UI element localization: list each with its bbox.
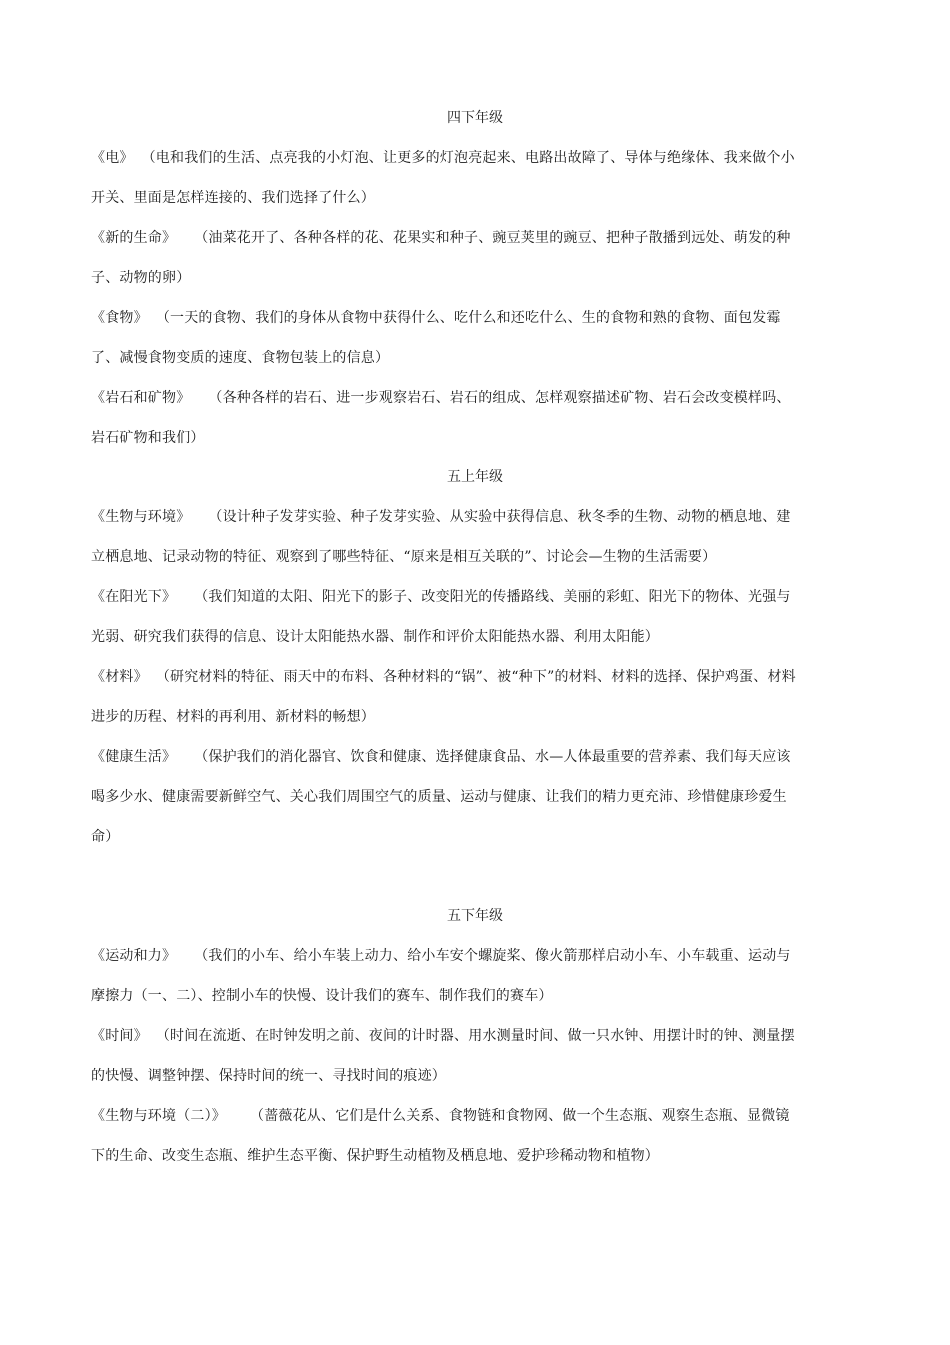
unit-paragraph (91, 378, 801, 458)
unit-paragraph (91, 936, 801, 1016)
unit-title: 《运动和力》 (91, 948, 177, 964)
unit-content: （油菜花开了、各种各样的花、花果实和种子、豌豆荚里的豌豆、把种子散播到远处、萌发的种子、动物的卵） (91, 230, 791, 286)
unit-title: 《岩石和矿物》 (91, 390, 191, 406)
unit-content: （一天的食物、我们的身体从食物中获得什么、吃什么和还吃什么、生的食物和熟的食物、面包发霉了、减慢食物变质的速度、食物包装上的信息） (91, 310, 781, 366)
unit-paragraph (91, 497, 801, 577)
unit-title: 《电》 (91, 150, 134, 166)
unit-title: 《材料》 (91, 669, 148, 685)
unit-paragraph (91, 218, 801, 298)
unit-content: （我们知道的太阳、阳光下的影子、改变阳光的传播路线、美丽的彩虹、阳光下的物体、光强与光弱、研究我们获得的信息、设计太阳能热水器、制作和评价太阳能热水器、利用太阳能） (91, 589, 791, 645)
unit-paragraph (91, 657, 801, 737)
unit-content: （保护我们的消化器官、饮食和健康、选择健康食品、水—人体最重要的营养素、我们每天应该喝多少水、健康需要新鲜空气、关心我们周围空气的质量、运动与健康、让我们的精力更充沛、珍惜健康珍爱生命） (91, 749, 791, 845)
unit-title: 《生物与环境》 (91, 509, 191, 525)
unit-content: （电和我们的生活、点亮我的小灯泡、让更多的灯泡亮起来、电路出故障了、导体与绝缘体、我来做个小开关、里面是怎样连接的、我们选择了什么） (91, 150, 795, 206)
unit-paragraph (91, 138, 801, 218)
unit-content: （设计种子发芽实验、种子发芽实验、从实验中获得信息、秋冬季的生物、动物的栖息地、建立栖息地、记录动物的特征、观察到了哪些特征、“原来是相互关联的”、讨论会—生物的生活需要） (91, 509, 791, 565)
unit-title: 《在阳光下》 (91, 589, 177, 605)
unit-title: 《食物》 (91, 310, 148, 326)
unit-title: 《时间》 (91, 1028, 148, 1044)
unit-title: 《健康生活》 (91, 749, 177, 765)
unit-title: 《生物与环境（二）》 (91, 1108, 226, 1124)
section-heading: 四下年级 (447, 110, 503, 126)
section-heading: 五下年级 (447, 908, 503, 924)
unit-content: （各种各样的岩石、进一步观察岩石、岩石的组成、怎样观察描述矿物、岩石会改变模样吗、岩石矿物和我们） (91, 390, 791, 446)
unit-content: （时间在流逝、在时钟发明之前、夜间的计时器、用水测量时间、做一只水钟、用摆计时的钟、测量摆的快慢、调整钟摆、保持时间的统一、寻找时间的痕迹） (91, 1028, 795, 1084)
unit-paragraph (91, 1096, 801, 1176)
unit-content: （蔷薇花从、它们是什么关系、食物链和食物网、做一个生态瓶、观察生态瓶、显微镜下的生命、改变生态瓶、维护生态平衡、保护野生动植物及栖息地、爱护珍稀动物和植物） (91, 1108, 790, 1164)
unit-title: 《新的生命》 (91, 230, 177, 246)
section-heading: 五上年级 (447, 469, 503, 485)
unit-paragraph (91, 298, 801, 378)
unit-content: （我们的小车、给小车装上动力、给小车安个螺旋桨、像火箭那样启动小车、小车载重、运动与摩擦力（一、二）、控制小车的快慢、设计我们的赛车、制作我们的赛车） (91, 948, 791, 1004)
unit-paragraph (91, 737, 801, 857)
unit-paragraph (91, 1016, 801, 1096)
unit-paragraph (91, 577, 801, 657)
unit-content: （研究材料的特征、雨天中的布料、各种材料的“锅”、被“种下”的材料、材料的选择、保护鸡蛋、材料进步的历程、材料的再利用、新材料的畅想） (91, 669, 796, 725)
